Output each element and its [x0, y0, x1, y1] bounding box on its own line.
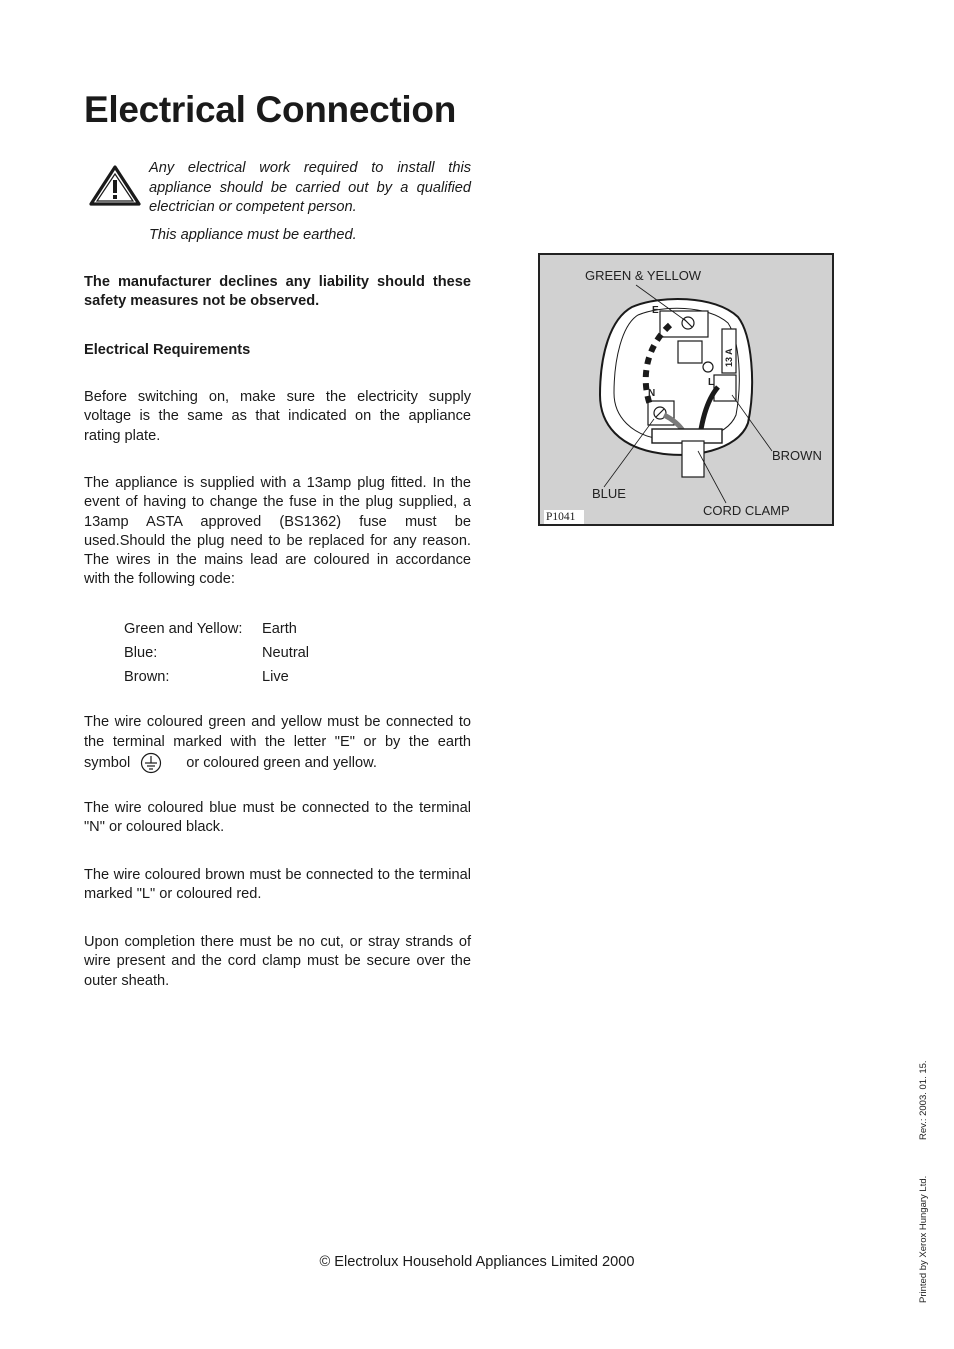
- label-cord-clamp: CORD CLAMP: [703, 503, 790, 518]
- wire-meaning: Neutral: [262, 645, 310, 661]
- figure-id: P1041: [544, 510, 584, 524]
- wire-color: Green and Yellow:: [124, 621, 243, 637]
- requirements-heading: Electrical Requirements: [84, 342, 251, 358]
- wire-meaning: Live: [262, 669, 289, 685]
- wire-meaning: Earth: [262, 621, 297, 637]
- green-yellow-text-end: or coloured green and yellow.: [186, 755, 377, 771]
- copyright-footer: © Electrolux Household Appliances Limited 2000: [319, 1254, 635, 1270]
- table-row: [124, 665, 309, 689]
- label-blue: BLUE: [592, 486, 626, 501]
- earth-symbol-icon: [140, 752, 162, 774]
- blue-paragraph: The wire coloured blue must be connected to the terminal "N" or coloured black.: [84, 800, 471, 836]
- page-title: Electrical Connection: [84, 89, 457, 130]
- completion-paragraph: Upon completion there must be no cut, or stray strands of wire present and the cord clamp must be secure over the outer sheath.: [84, 934, 471, 989]
- warning-text: [149, 159, 471, 245]
- plug-wiring-diagram: [538, 253, 834, 526]
- table-row: [124, 641, 309, 665]
- fuse-rating-label: 13 A: [724, 348, 734, 367]
- wire-color: Brown:: [124, 669, 170, 685]
- terminal-l-label: L: [708, 377, 715, 388]
- wire-color-code-table: [124, 617, 309, 689]
- warning-line-earthed: This appliance must be earthed.: [149, 226, 357, 243]
- terminal-n-label: N: [648, 388, 656, 399]
- warning-line-qualified: Any electrical work required to install this appliance should be carried out by a qualified electrician or competent person.: [149, 160, 471, 215]
- terminal-e-label: E: [652, 305, 659, 316]
- table-row: [124, 617, 309, 641]
- wire-color: Blue:: [124, 645, 158, 661]
- warning-triangle-icon: [88, 164, 142, 208]
- plug-illustration: [540, 255, 832, 524]
- plug-paragraph: The appliance is supplied with a 13amp plug fitted. In the event of having to change the fuse in the plug supplied, a 13amp ASTA approved (BS1362) fuse must be used.Should the plug need to be replaced for any reason. The wires in the mains lead are coloured in accordance with the following code:: [84, 475, 471, 588]
- label-brown: BROWN: [772, 448, 822, 463]
- green-yellow-text: The wire coloured green and yellow must be connected to the terminal marked with the letter "E" or by the earth symbol: [84, 714, 471, 771]
- brown-paragraph: The wire coloured brown must be connected to the terminal marked "L" or coloured red.: [84, 867, 471, 903]
- revision-note: Rev.: 2003. 01. 15.: [918, 1060, 929, 1140]
- liability-notice: The manufacturer declines any liability should these safety measures not be observed.: [84, 274, 471, 310]
- printed-by-note: Printed by Xerox Hungary Ltd.: [918, 1175, 929, 1303]
- label-green-yellow: GREEN & YELLOW: [585, 268, 702, 283]
- supply-paragraph: Before switching on, make sure the electricity supply voltage is the same as that indicated on the appliance rating plate.: [84, 389, 471, 444]
- green-yellow-paragraph: [84, 713, 471, 774]
